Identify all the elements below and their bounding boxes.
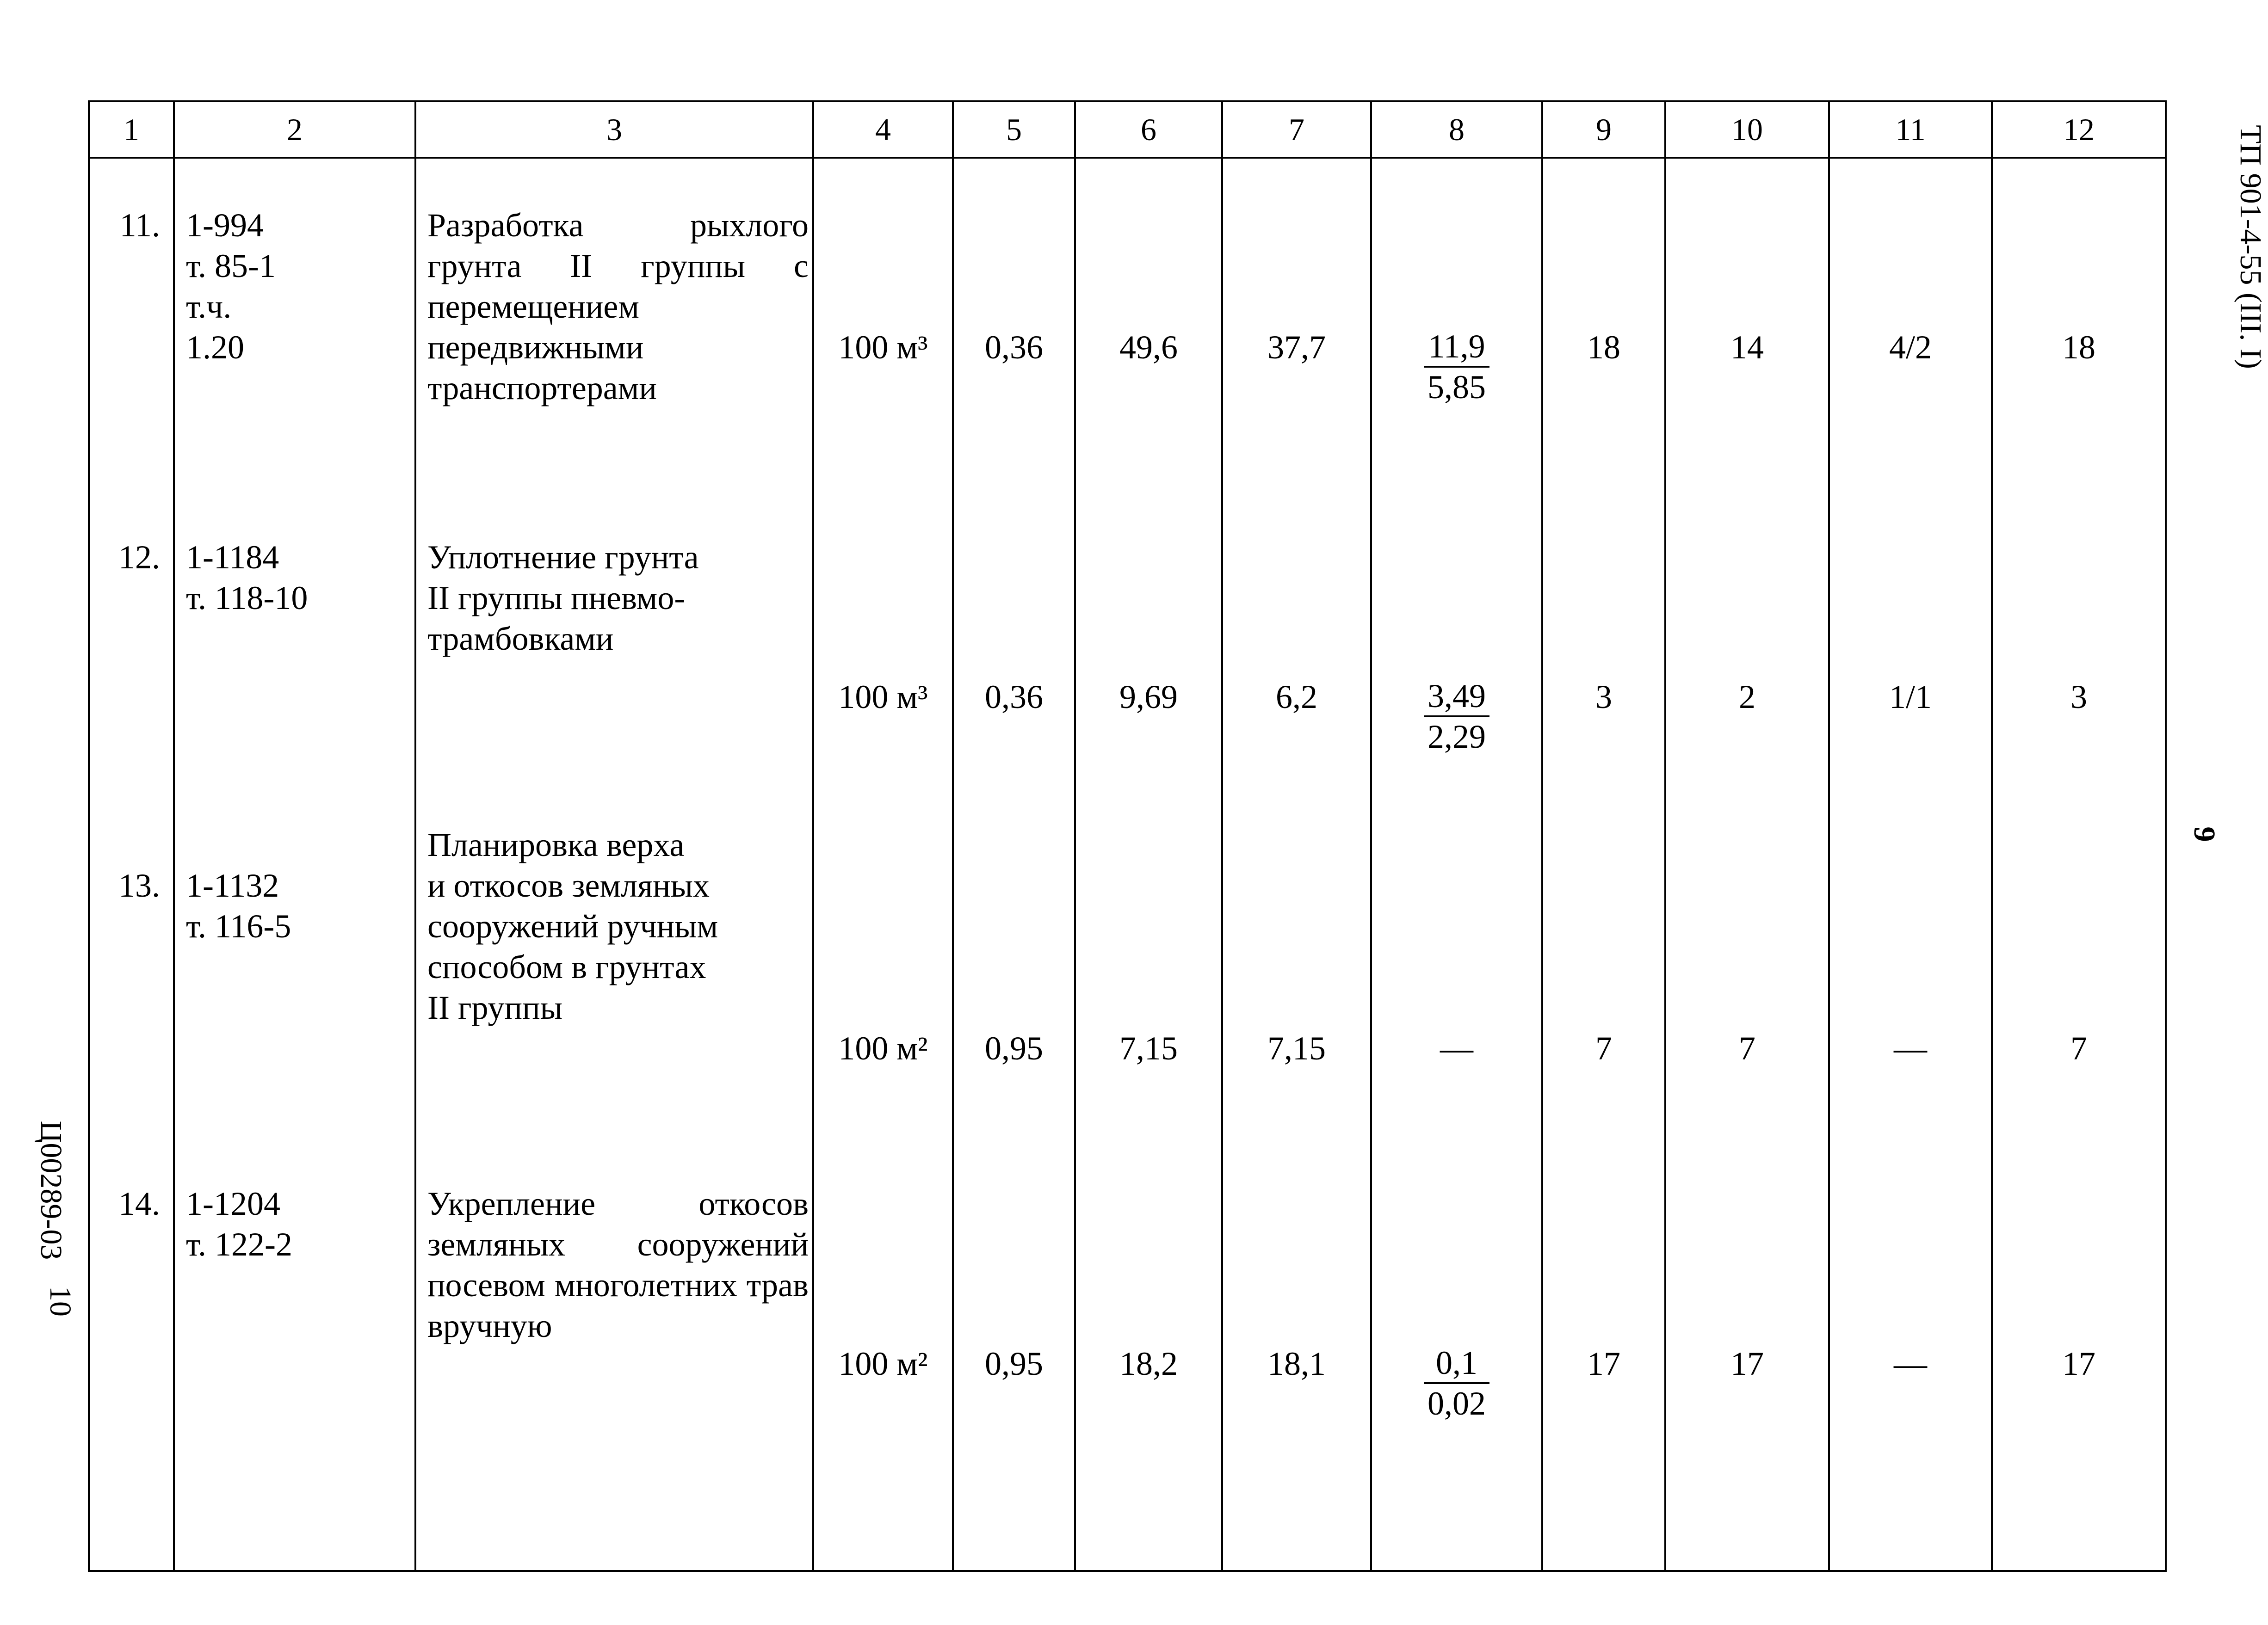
- row-number: 14.: [118, 1185, 160, 1222]
- value-col11: 1/1: [1889, 678, 1932, 715]
- value-col6: 9,69: [1119, 678, 1178, 715]
- value-col12: 3: [2070, 678, 2087, 715]
- value-col10: 7: [1739, 1030, 1755, 1067]
- work-description: Планировка верха и откосов земляных сооружений ручным способом в грунтах II группы: [427, 826, 718, 1026]
- page-number-left: 10: [43, 1286, 77, 1317]
- page-number-right: 9: [2188, 826, 2221, 842]
- value-col8: [1372, 677, 1541, 757]
- value-col9: 18: [1587, 329, 1620, 366]
- quantity: 0,36: [985, 329, 1043, 366]
- code-cell: [174, 1143, 415, 1571]
- work-description: Укрепление откосов земляных сооружений посевом многолетних трав вручную: [427, 1185, 809, 1344]
- col-header-4: 4: [813, 101, 953, 158]
- table-row: [89, 158, 2166, 495]
- norm-code: 1-1204 т. 122-2: [186, 1185, 293, 1263]
- unit: 100 м²: [838, 1030, 928, 1067]
- value-col9: 17: [1587, 1345, 1620, 1382]
- value-col11: 4/2: [1889, 329, 1932, 366]
- value-col10: 14: [1730, 329, 1764, 366]
- col-header-7: 7: [1222, 101, 1371, 158]
- row-number-cell: [89, 1143, 174, 1571]
- table-row: [89, 495, 2166, 777]
- unit: 100 м²: [838, 1345, 928, 1382]
- fraction-denominator: 5,85: [1428, 369, 1486, 406]
- row-number-cell: [89, 777, 174, 1143]
- fraction: [1424, 327, 1489, 406]
- norm-code: 1-1184 т. 118-10: [186, 539, 308, 616]
- description-cell: [415, 1143, 813, 1571]
- estimate-table: [88, 100, 2167, 1572]
- fraction: [1424, 1343, 1489, 1423]
- norm-code: 1-1132 т. 116-5: [186, 867, 291, 945]
- value-col8: [1372, 1343, 1541, 1424]
- row-number-cell: [89, 495, 174, 777]
- header-row: [89, 101, 2166, 158]
- value-col12: 18: [2062, 329, 2095, 366]
- col-header-11: 11: [1829, 101, 1992, 158]
- value-col9: 3: [1595, 678, 1612, 715]
- fraction-numerator: 11,9: [1424, 327, 1489, 368]
- col-header-1: 1: [89, 101, 174, 158]
- value-col6: 49,6: [1119, 329, 1178, 366]
- value-col7: 18,1: [1267, 1345, 1326, 1382]
- table-row: [89, 1143, 2166, 1571]
- code-cell: [174, 158, 415, 495]
- col-header-5: 5: [953, 101, 1075, 158]
- code-cell: [174, 777, 415, 1143]
- fraction-denominator: 0,02: [1428, 1385, 1486, 1422]
- unit: 100 м³: [838, 678, 928, 715]
- fraction-numerator: 3,49: [1424, 677, 1489, 717]
- col-header-6: 6: [1075, 101, 1222, 158]
- quantity: 0,95: [985, 1030, 1043, 1067]
- row-number: 13.: [118, 867, 160, 904]
- value-col9: 7: [1595, 1030, 1612, 1067]
- value-col7: 6,2: [1276, 678, 1317, 715]
- row-number: 12.: [118, 539, 160, 576]
- value-col8: [1372, 327, 1541, 407]
- fraction-denominator: 2,29: [1428, 718, 1486, 755]
- col-header-2: 2: [174, 101, 415, 158]
- value-col12: 7: [2070, 1030, 2087, 1067]
- value-col7: 7,15: [1267, 1030, 1326, 1067]
- document-code-right: ТП 901-4-55 (III. I): [2234, 125, 2268, 369]
- row-number: 11.: [119, 207, 160, 244]
- value-col12: 17: [2062, 1345, 2095, 1382]
- value-col7: 37,7: [1267, 329, 1326, 366]
- value-col8: —: [1440, 1030, 1473, 1067]
- description-cell: [415, 777, 813, 1143]
- row-number-cell: [89, 158, 174, 495]
- value-col10: 17: [1730, 1345, 1764, 1382]
- table-row: [89, 777, 2166, 1143]
- col-header-10: 10: [1665, 101, 1829, 158]
- value-col6: 18,2: [1119, 1345, 1178, 1382]
- col-header-3: 3: [415, 101, 813, 158]
- value-col11: —: [1894, 1345, 1927, 1382]
- value-col10: 2: [1739, 678, 1755, 715]
- value-col6: 7,15: [1119, 1030, 1178, 1067]
- value-col11: —: [1894, 1030, 1927, 1067]
- work-description: Уплотнение грунта II группы пневмо- трамбовками: [427, 539, 699, 657]
- work-description: Разработка рыхлого грунта II группы с перемещением передвижными транспортерами: [427, 207, 809, 406]
- fraction: [1424, 677, 1489, 756]
- description-cell: [415, 495, 813, 777]
- fraction-numerator: 0,1: [1424, 1343, 1489, 1384]
- col-header-8: 8: [1371, 101, 1542, 158]
- quantity: 0,95: [985, 1345, 1043, 1382]
- unit: 100 м³: [838, 329, 928, 366]
- norm-code: 1-994 т. 85-1 т.ч. 1.20: [186, 207, 276, 366]
- col-header-12: 12: [1992, 101, 2166, 158]
- code-cell: [174, 495, 415, 777]
- quantity: 0,36: [985, 678, 1043, 715]
- description-cell: [415, 158, 813, 495]
- col-header-9: 9: [1542, 101, 1665, 158]
- document-code-left: Ц00289-03: [34, 1120, 68, 1260]
